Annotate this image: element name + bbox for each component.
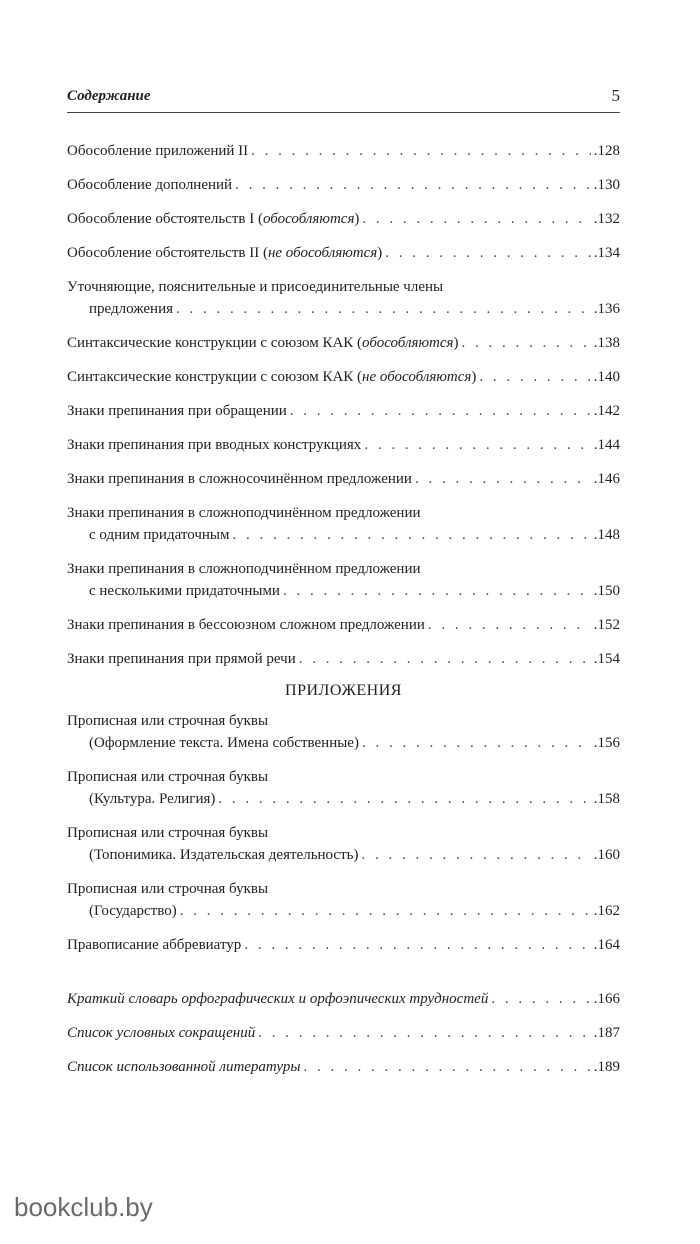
toc-entry-page: .146 — [593, 471, 620, 487]
toc-entry[interactable] — [67, 332, 620, 354]
leader-dots — [235, 174, 591, 196]
leader-dots — [258, 1022, 591, 1044]
toc-entry-title: Знаки препинания в бессоюзном сложном предложении — [67, 617, 425, 633]
toc-entry-page: .148 — [593, 527, 620, 543]
toc-entry-title-line1: Прописная или строчная буквы — [67, 713, 269, 729]
toc-entry-title: (Культура. Религия) — [89, 791, 216, 807]
toc-entry[interactable] — [67, 174, 620, 196]
toc-entry-title-line1: Прописная или строчная буквы — [67, 769, 269, 785]
leader-dots — [415, 468, 591, 490]
toc-entry[interactable] — [67, 140, 620, 162]
toc-entry-title: Список использованной литературы — [67, 1059, 301, 1075]
toc-entry-page: .144 — [593, 437, 620, 453]
leader-dots — [299, 648, 591, 670]
toc-entry[interactable] — [67, 648, 620, 670]
leader-dots — [385, 242, 590, 264]
toc-entry[interactable] — [67, 934, 620, 956]
toc-entry-page: .187 — [593, 1025, 620, 1041]
section-spacer — [67, 968, 620, 988]
leader-dots — [362, 208, 590, 230]
running-header — [67, 88, 620, 113]
toc-entry-title: Знаки препинания в сложносочинённом предложении — [67, 471, 412, 487]
toc-entry[interactable] — [67, 208, 620, 230]
toc-entry-title: Краткий словарь орфографических и орфоэпических трудностей — [67, 991, 489, 1007]
toc-entry-page: .160 — [593, 847, 620, 863]
toc-entry-page: .134 — [593, 245, 620, 261]
toc-entry[interactable] — [67, 468, 620, 490]
toc-entry[interactable] — [67, 766, 620, 810]
toc-entry-page: .152 — [593, 617, 620, 633]
toc-entry-title: Обособление обстоятельств II (не обособляются) — [67, 245, 383, 261]
toc-entry-title: Список условных сокращений — [67, 1025, 256, 1041]
leader-dots — [180, 900, 591, 922]
toc-entry[interactable] — [67, 710, 620, 754]
toc-entry-title-line1: Уточняющие, пояснительные и присоединительные члены — [67, 279, 444, 295]
toc-entry-title: Обособление приложений II — [67, 143, 249, 159]
toc-entry-title: Синтаксические конструкции с союзом КАК (не обособляются) — [67, 369, 477, 385]
toc-entry-page: .156 — [593, 735, 620, 751]
toc-entry-title: (Топонимика. Издательская деятельность) — [89, 847, 359, 863]
leader-dots — [361, 844, 590, 866]
leader-dots — [479, 366, 590, 388]
toc-entry-page: .162 — [593, 903, 620, 919]
toc-entry-emphasis: обособляются — [362, 335, 454, 351]
leader-dots — [218, 788, 590, 810]
leader-dots — [462, 332, 591, 354]
header-title: Содержание — [67, 88, 151, 104]
leader-dots — [251, 140, 591, 162]
toc-entry-page: .150 — [593, 583, 620, 599]
toc-entry-title: предложения — [89, 301, 174, 317]
toc-entry[interactable] — [67, 502, 620, 546]
toc-entry[interactable] — [67, 822, 620, 866]
toc-entry[interactable] — [67, 878, 620, 922]
watermark: bookclub.by — [14, 1192, 153, 1222]
leader-dots — [491, 988, 590, 1010]
toc-entry-emphasis: не обособляются — [362, 369, 472, 385]
toc-entry-page: .164 — [593, 937, 620, 953]
toc-entry[interactable] — [67, 988, 620, 1010]
toc-entry-page: .128 — [593, 143, 620, 159]
toc-entry[interactable] — [67, 614, 620, 636]
toc-entry-title: Знаки препинания при обращении — [67, 403, 287, 419]
toc-entry-title: с несколькими придаточными — [89, 583, 280, 599]
toc-entry-title: Знаки препинания при прямой речи — [67, 651, 296, 667]
toc-entry[interactable] — [67, 366, 620, 388]
appendix-heading: ПРИЛОЖЕНИЯ — [285, 682, 402, 699]
toc-entry-title: Правописание аббревиатур — [67, 937, 242, 953]
toc-entry-page: .189 — [593, 1059, 620, 1075]
leader-dots — [283, 580, 591, 602]
toc-entry-page: .142 — [593, 403, 620, 419]
toc-entry[interactable] — [67, 276, 620, 320]
leader-dots — [244, 934, 590, 956]
leader-dots — [364, 434, 590, 456]
toc-entry-title: Знаки препинания при вводных конструкциях — [67, 437, 362, 453]
leader-dots — [232, 524, 590, 546]
toc-entry-title: (Государство) — [89, 903, 177, 919]
toc-entry[interactable] — [67, 434, 620, 456]
toc-entry-title-line1: Прописная или строчная буквы — [67, 881, 269, 897]
toc-entry-title: (Оформление текста. Имена собственные) — [89, 735, 359, 751]
toc-entry-page: .138 — [593, 335, 620, 351]
leader-dots — [290, 400, 591, 422]
toc-entry-title: Обособление дополнений — [67, 177, 233, 193]
toc-entry-title: с одним придаточным — [89, 527, 230, 543]
toc-entry[interactable] — [67, 558, 620, 602]
toc-entry-page: .166 — [593, 991, 620, 1007]
toc-entry-page: .132 — [593, 211, 620, 227]
toc-entry-emphasis: не обособляются — [267, 245, 378, 261]
leader-dots — [362, 732, 591, 754]
page-number: 5 — [611, 86, 620, 105]
leader-dots — [428, 614, 591, 636]
toc-entry[interactable] — [67, 1022, 620, 1044]
toc-entry[interactable] — [67, 400, 620, 422]
table-of-contents — [67, 140, 620, 1090]
toc-entry-page: .130 — [593, 177, 620, 193]
toc-entry-page: .136 — [593, 301, 620, 317]
toc-entry-page: .154 — [593, 651, 620, 667]
toc-entry-title: Обособление обстоятельств I (обособляются) — [67, 211, 360, 227]
toc-entry-title: Синтаксические конструкции с союзом КАК (обособляются) — [67, 335, 459, 351]
toc-entry-title-line1: Знаки препинания в сложноподчинённом предложении — [67, 561, 421, 577]
toc-entry[interactable] — [67, 1056, 620, 1078]
toc-entry-emphasis: обособляются — [262, 211, 355, 227]
leader-dots — [176, 298, 591, 320]
toc-entry-title-line1: Прописная или строчная буквы — [67, 825, 269, 841]
leader-dots — [304, 1056, 591, 1078]
toc-entry-title-line1: Знаки препинания в сложноподчинённом предложении — [67, 505, 421, 521]
toc-entry[interactable] — [67, 242, 620, 264]
toc-entry-page: .158 — [593, 791, 620, 807]
toc-entry-page: .140 — [593, 369, 620, 385]
